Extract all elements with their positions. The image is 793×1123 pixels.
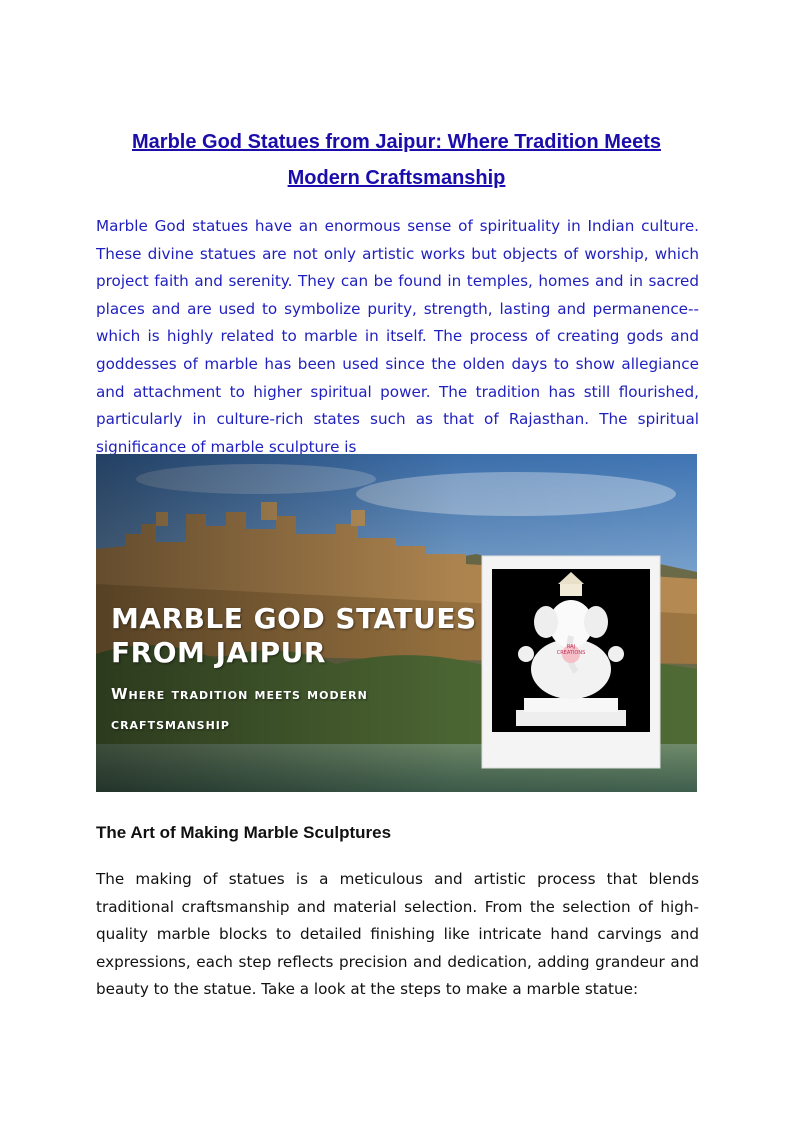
- banner-subtitle: Where tradition meets modern craftsmanship: [111, 685, 368, 733]
- article-title-link[interactable]: Marble God Statues from Jaipur: Where Tradition Meets Modern Craftsmanship: [132, 131, 661, 189]
- banner-title: [111, 602, 477, 670]
- banner-image: [96, 454, 697, 792]
- banner-title-line1: MARBLE GOD STATUES: [111, 602, 477, 635]
- banner-title-line2: FROM JAIPUR: [111, 636, 326, 669]
- statue-label: RAJ CREATIONS: [556, 644, 586, 656]
- section-heading: The Art of Making Marble Sculptures: [96, 823, 392, 842]
- intro-paragraph: Marble God statues have an enormous sense of spirituality in Indian culture. These divine statues are not only artistic works but objects of worship, which project faith and serenity. They can be found in temples, homes and in sacred places and are used to symbolize purity, strength, lasting and permanence--which is highly related to marble in itself. The process of creating gods and goddesses of marble has been used since the olden days to show allegiance and attachment to higher spiritual power. The tradition has still flourished, particularly in culture-rich states such as that of Rajasthan. The spiritual significance of marble sculpture is: [96, 217, 699, 454]
- section-body-paragraph: The making of statues is a meticulous and artistic process that blends traditional craftsmanship and material selection. From the selection of high-quality marble blocks to detailed finishing like intricate hand carvings and expressions, each step reflects precision and dedication, adding grandeur and beauty to the statue. Take a look at the steps to make a marble statue:: [96, 870, 699, 999]
